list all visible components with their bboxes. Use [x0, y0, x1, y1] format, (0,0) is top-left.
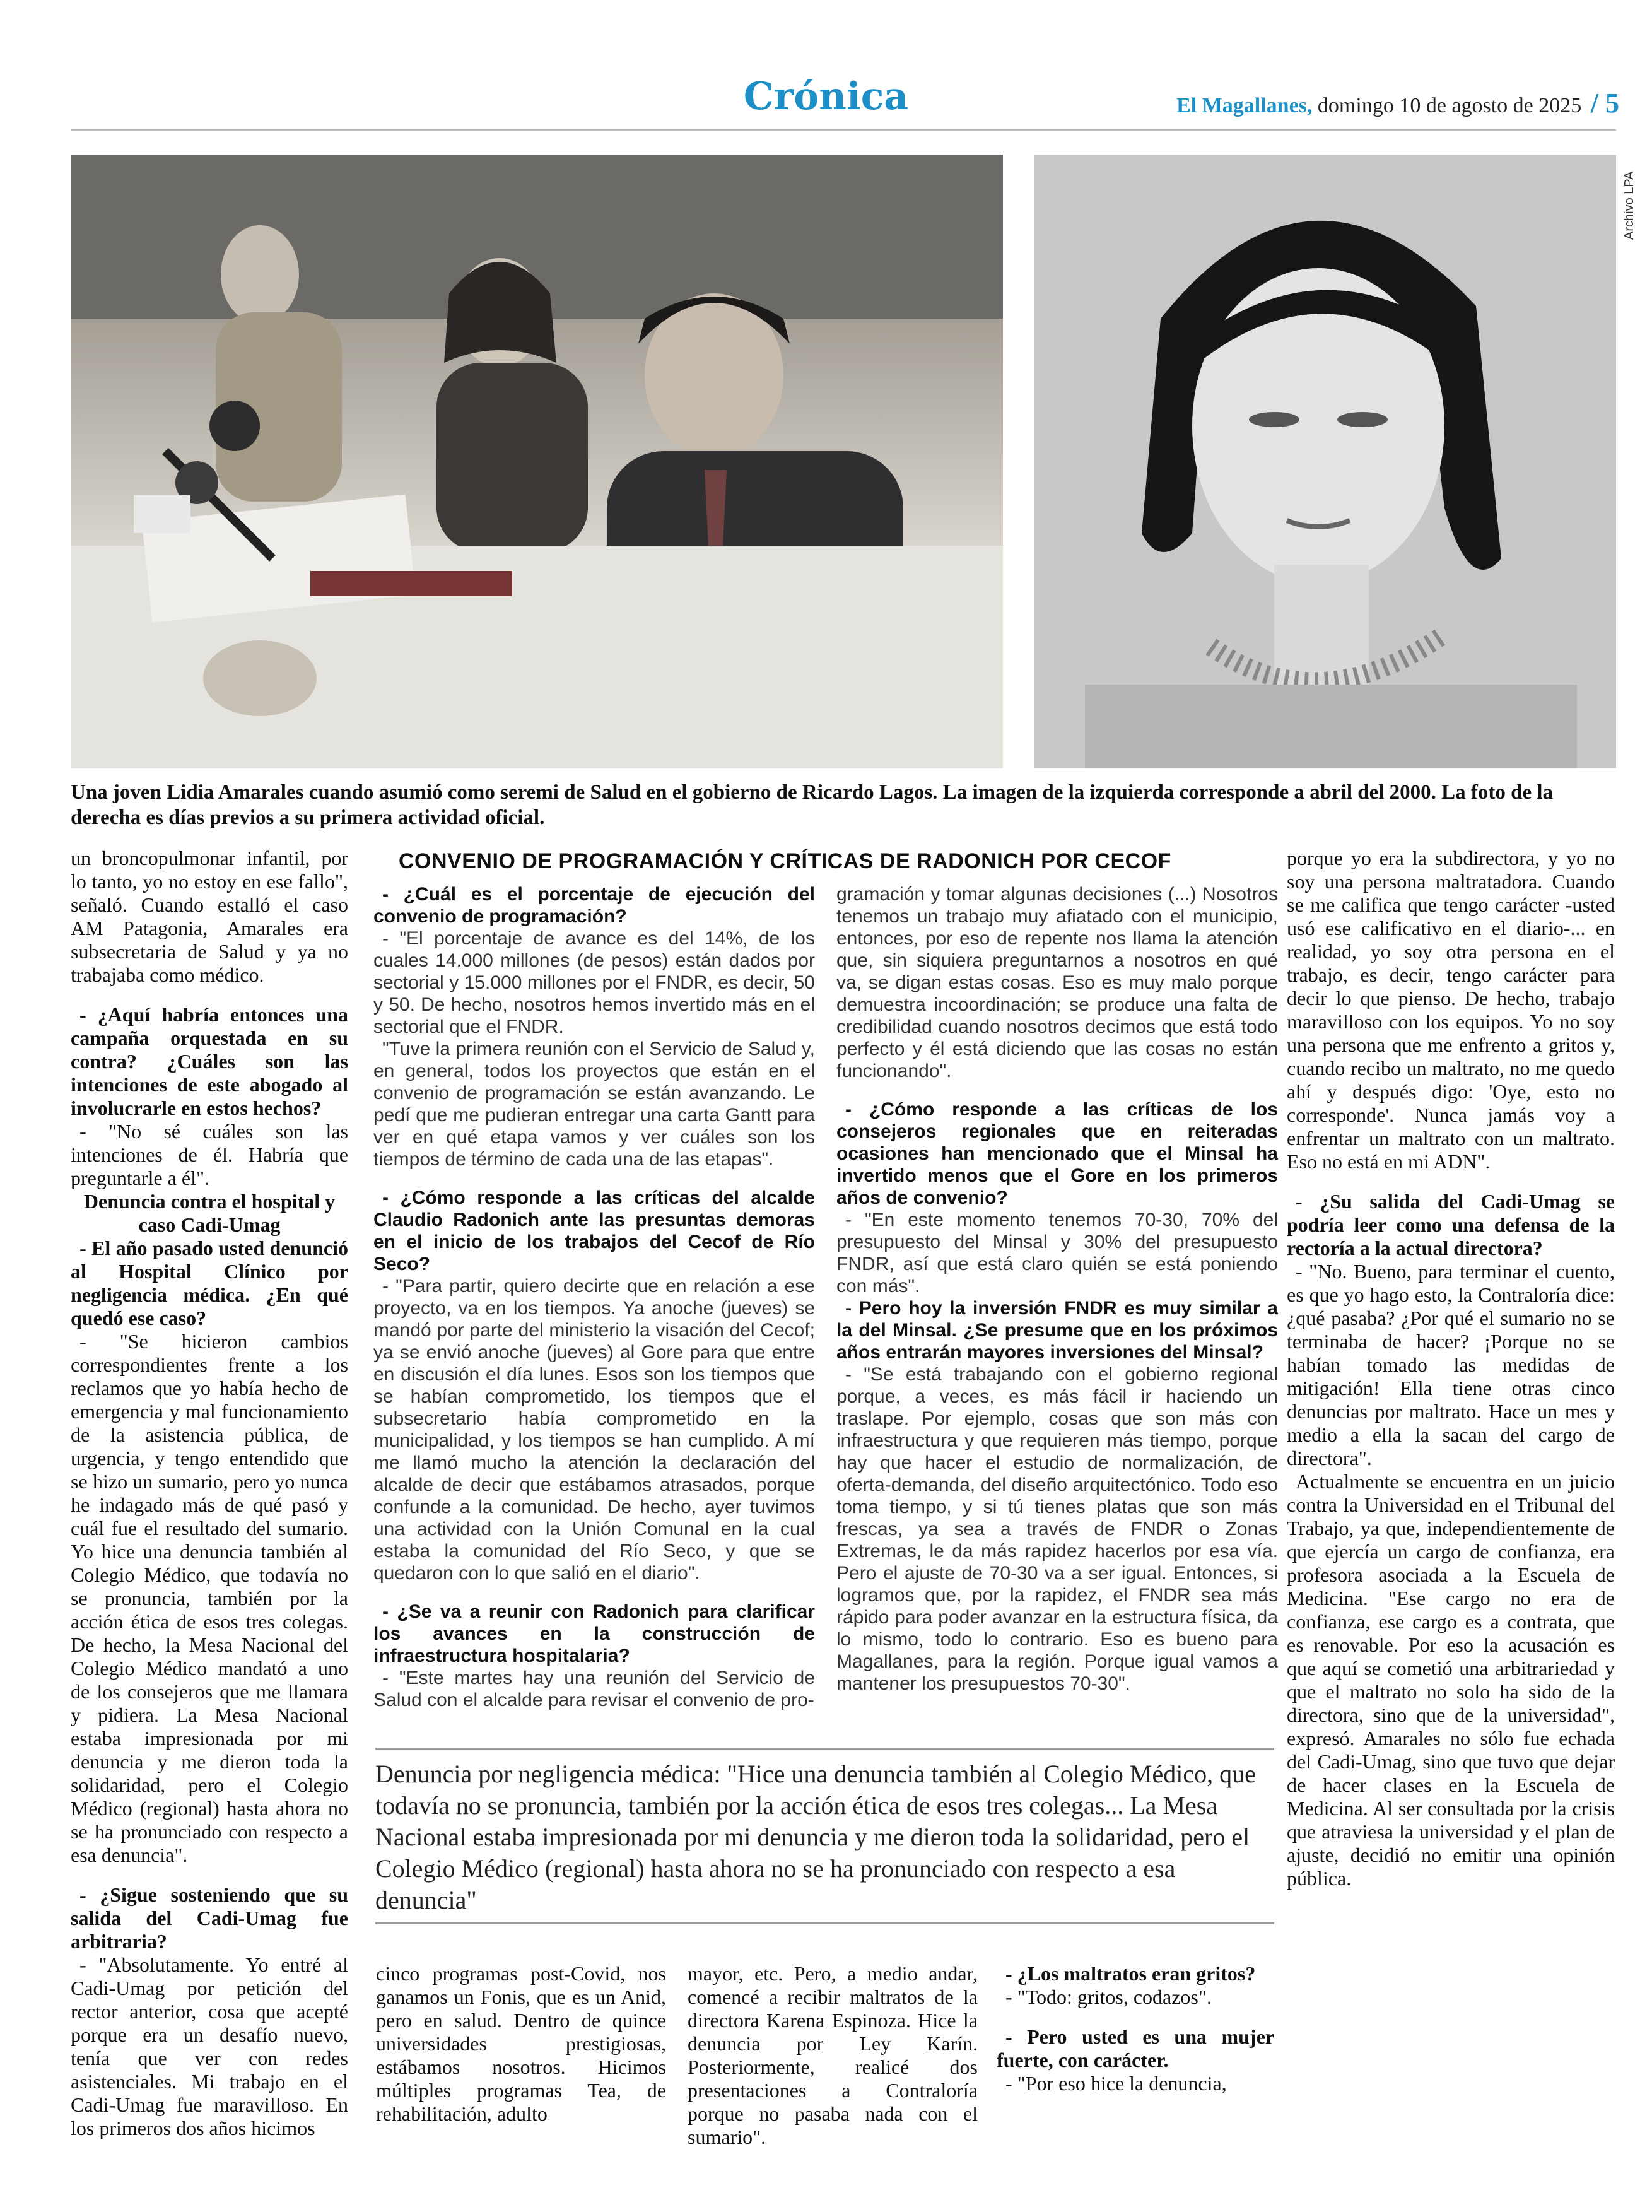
bottom-column-3 — [997, 1962, 1274, 2095]
paragraph: un broncopulmonar infantil, por lo tanto, yo no estoy en ese fallo", señaló. Cuando estalló el caso AM Patagonia, Amarales era subsecretaria de Salud y ya no trabajaba como médico. — [71, 847, 348, 986]
press-conference-illustration — [71, 155, 1003, 768]
answer: - "Se está trabajando con el gobierno regional porque, a veces, es más fácil ir haciendo un traslape. Por ejemplo, cosas que son más con infraestructura y que requieren más tiempo, porque hay que hacer el estudio de normalización, de oferta-demanda, del diseño arquitectónico. Todo eso toma tiempo, y si tú tienes platas que son más frescas, ya sea a través de FNDR o Zonas Extremas, le da más rapidez hacerlos por esa vía. Pero el ajuste de 70-30 va a ser igual. Entonces, si logramos que, por la rapidez, el FNDR sea más rápido para poder avanzar en la estructura física, da lo mismo, todo lo contrario. Eso es bueno para Magallanes, para la región. Porque igual vamos a mantener los presupuestos 70-30". — [836, 1364, 1278, 1694]
page-number: / 5 — [1590, 88, 1619, 119]
header-rule — [71, 129, 1616, 131]
answer: - "Absolutamente. Yo entré al Cadi-Umag por petición del rector anterior, cosa que acepté porque era un desafío nuevo, tenía que ver con redes asistenciales. Mi trabajo en el Cadi-Umag fue maravilloso. En los primeros dos años hicimos — [71, 1953, 348, 2139]
bottom-column-2 — [688, 1962, 978, 2149]
photo-caption: Una joven Lidia Amarales cuando asumió como seremi de Salud en el gobierno de Ricardo Lagos. La imagen de la izquierda corresponde a abril del 2000. La foto de la derecha es días previos a su primera actividad oficial. — [71, 781, 1554, 829]
question: - ¿Se va a reunir con Radonich para clarificar los avances en la construcción de infraestructura hospitalaria? — [373, 1601, 815, 1666]
paragraph: porque yo era la subdirectora, y yo no soy una persona maltratadora. Cuando se me califica que tengo carácter -usted usó ese calificativo en el diario-... en realidad, yo soy otra persona en el trabajo, es decir, tengo carácter para decir lo que pienso. De hecho, trabajo maravilloso con los equipos. Yo no soy una persona que me enfrento a gritos y, cuando recibo un maltrato, no me quedo ahí y después digo: 'Oye, esto no corresponde'. Nunca jamás voy a enfrentar un maltrato con un maltrato. Eso no está en mi ADN". — [1287, 847, 1615, 1173]
masthead — [1176, 87, 1619, 119]
answer: gramación y tomar algunas decisiones (...) Nosotros tenemos un trabajo muy afiatado con el municipio, entonces, por eso de repente nos llama la atención que, sin siquiera preguntarnos a nosotros en qué va, se digan estas cosas. Eso es muy malo porque demuestra incoordinación; se produce una falta de credibilidad cuando nosotros decimos que está todo perfecto y él está diciendo que las cosas no están funcionando". — [836, 884, 1278, 1081]
question: - El año pasado usted denunció al Hospital Clínico por negligencia médica. ¿En qué quedó ese caso? — [71, 1237, 348, 1329]
answer: - "Se hicieron cambios correspondientes frente a los reclamos que yo había hecho de emergencia y mal funcionamiento de la asistencia pública, de urgencia, y tengo entendido que se hizo un sumario, pero yo nunca he indagado más de qué pasó y cuál fue el resultado del sumario. Yo hice una denuncia también al Colegio Médico, que todavía no se pronuncia, también por la acción ética de esos tres colegas. De hecho, la Mesa Nacional del Colegio Médico mandató a uno de los consejeros que me llamara y pidiera. La Mesa Nacional estaba impresionada por mi denuncia y me dieron toda la solidaridad, pero el Colegio Médico (regional) hasta ahora no se ha pronunciado con respecto a esa denuncia". — [71, 1330, 348, 1866]
question: - ¿Cuál es el porcentaje de ejecución del convenio de programación? — [373, 884, 815, 927]
column-3 — [836, 883, 1278, 1695]
bottom-column-1 — [376, 1962, 666, 2126]
column-4 — [1287, 847, 1615, 1890]
pull-quote: Denuncia por negligencia médica: "Hice una denuncia también al Colegio Médico, que todavía no se pronuncia, también por la acción ética de esos tres colegas... La Mesa Nacional estaba impresionada por mi denuncia y me dieron toda la solidaridad, pero el Colegio Médico (regional) hasta ahora no se ha pronunciado con respecto a esa denuncia" — [375, 1748, 1274, 1924]
question: - Pero hoy la inversión FNDR es muy similar a la del Minsal. ¿Se presume que en los próximos años entrarán mayores inversiones del Minsal? — [836, 1298, 1278, 1363]
answer: - "Este martes hay una reunión del Servicio de Salud con el alcalde para revisar el convenio de pro- — [373, 1668, 815, 1710]
column-2 — [373, 883, 815, 1711]
issue-date: domingo 10 de agosto de 2025 — [1317, 94, 1582, 117]
subheading: Denuncia contra el hospital y caso Cadi-Umag — [83, 1190, 336, 1236]
portrait-photo — [1034, 155, 1616, 768]
answer: - "Por eso hice la denuncia, — [1005, 2072, 1227, 2095]
column-1 — [71, 847, 348, 2140]
answer: "Tuve la primera reunión con el Servicio de Salud y, en general, todos los proyectos que están en el convenio de programación se están avanzando. Le pedí que me pudieran entregar una carta Gantt para ver en qué etapa vamos y ver cuáles son los tiempos de término de cada una de las etapas". — [373, 1038, 815, 1170]
box-title: CONVENIO DE PROGRAMACIÓN Y CRÍTICAS DE RADONICH POR CECOF — [399, 849, 1171, 873]
question: - ¿Cómo responde a las críticas del alcalde Claudio Radonich ante las presuntas demoras en el inicio de los trabajos del Cecof de Río Seco? — [373, 1187, 815, 1274]
press-conference-photo — [71, 155, 1003, 768]
answer: - "Para partir, quiero decirte que en relación a ese proyecto, va en los tiempos. Ya anoche (jueves) se mandó por parte del ministerio la visación del Cecof; ya se envió anoche (jueves) al Gore para que entre en discusión el día lunes. Esos son los tiempos que se habían comprometido, los tiempos que el subsecretario había comprometido en la municipalidad, y los tiempos se han cumplido. A mí me llamó mucho la atención la declaración del alcalde de decir que estábamos atrasados, porque confunde a la comunidad. De hecho, ayer tuvimos una actividad con la Unión Comunal en la cual estaba la comunidad del Río Seco, y que se quedaron con lo que salió en el diario". — [373, 1276, 815, 1584]
section-title: Crónica — [743, 74, 909, 119]
answer: - "Todo: gritos, codazos". — [1005, 1986, 1212, 2008]
paragraph: mayor, etc. Pero, a medio andar, comencé a recibir maltratos de la directora Karena Espinoza. Hice la denuncia por Ley Karín. Posteriormente, realicé dos presentaciones a Contraloría porque no pasaba nada con el sumario". — [688, 1962, 978, 2148]
portrait-illustration — [1034, 155, 1616, 768]
question: - Pero usted es una mujer fuerte, con carácter. — [997, 2025, 1274, 2071]
answer: - "No sé cuáles son las intenciones de él. Habría que preguntarle a él". — [71, 1120, 348, 1189]
photo-credit: Archivo LPA — [1622, 171, 1636, 240]
answer: - "El porcentaje de avance es del 14%, de los cuales 14.000 millones (de pesos) están dados por sectorial y 15.000 millones por el FNDR, es decir, 50 y 50. De hecho, nosotros hemos invertido más en el sectorial que el FNDR. — [373, 928, 815, 1037]
newspaper-name: El Magallanes, — [1176, 94, 1313, 117]
question: - ¿Los maltratos eran gritos? — [1005, 1962, 1256, 1985]
answer: - "En este momento tenemos 70-30, 70% del presupuesto del Minsal y 30% del presupuesto FNDR, así que está claro quién se está poniendo con más". — [836, 1209, 1278, 1297]
paragraph: Actualmente se encuentra en un juicio contra la Universidad en el Tribunal del Trabajo, ya que, independientemente de que ejercía un cargo de confianza, era profesora asociada a la Escuela de Medicina. "Ese cargo no era de confianza, ese cargo es a contrata, que es renovable. Por eso la acusación es que aquí se cometió una arbitrariedad y que el maltrato no solo ha sido de la directora, sino que de la universidad", expresó. Amarales no sólo fue echada del Cadi-Umag, sino que tuvo que dejar de hacer clases en la Escuela de Medicina. Al ser consultada por la crisis que atraviesa la universidad y el plan de ajuste, decidió no emitir una opinión pública. — [1287, 1470, 1615, 1890]
question: - ¿Aquí habría entonces una campaña orquestada en su contra? ¿Cuáles son las intenciones de este abogado al involucrarle en estos hechos? — [71, 1003, 348, 1119]
question: - ¿Su salida del Cadi-Umag se podría leer como una defensa de la rectoría a la actual directora? — [1287, 1190, 1615, 1259]
paragraph: cinco programas post-Covid, nos ganamos un Fonis, que es un Anid, pero en salud. Dentro de quince universidades prestigiosas, estábamos nosotros. Hicimos múltiples programas Tea, de rehabilitación, adulto — [376, 1962, 666, 2125]
answer: - "No. Bueno, para terminar el cuento, es que yo hago esto, la Contraloría dice: ¿qué pasaba? ¿Por qué el sumario no se terminaba de hacer? ¡Porque no se habían tomado las medidas de mitigación! Ella tiene otras cinco denuncias por maltrato. Hace un mes y medio a ella la sacan del cargo de directora". — [1287, 1260, 1615, 1469]
question: - ¿Sigue sosteniendo que su salida del Cadi-Umag fue arbitraria? — [71, 1883, 348, 1953]
question: - ¿Cómo responde a las críticas de los consejeros regionales que en reiteradas ocasiones han mencionado que el Minsal ha invertido menos que el Gore en los primeros años de convenio? — [836, 1099, 1278, 1208]
